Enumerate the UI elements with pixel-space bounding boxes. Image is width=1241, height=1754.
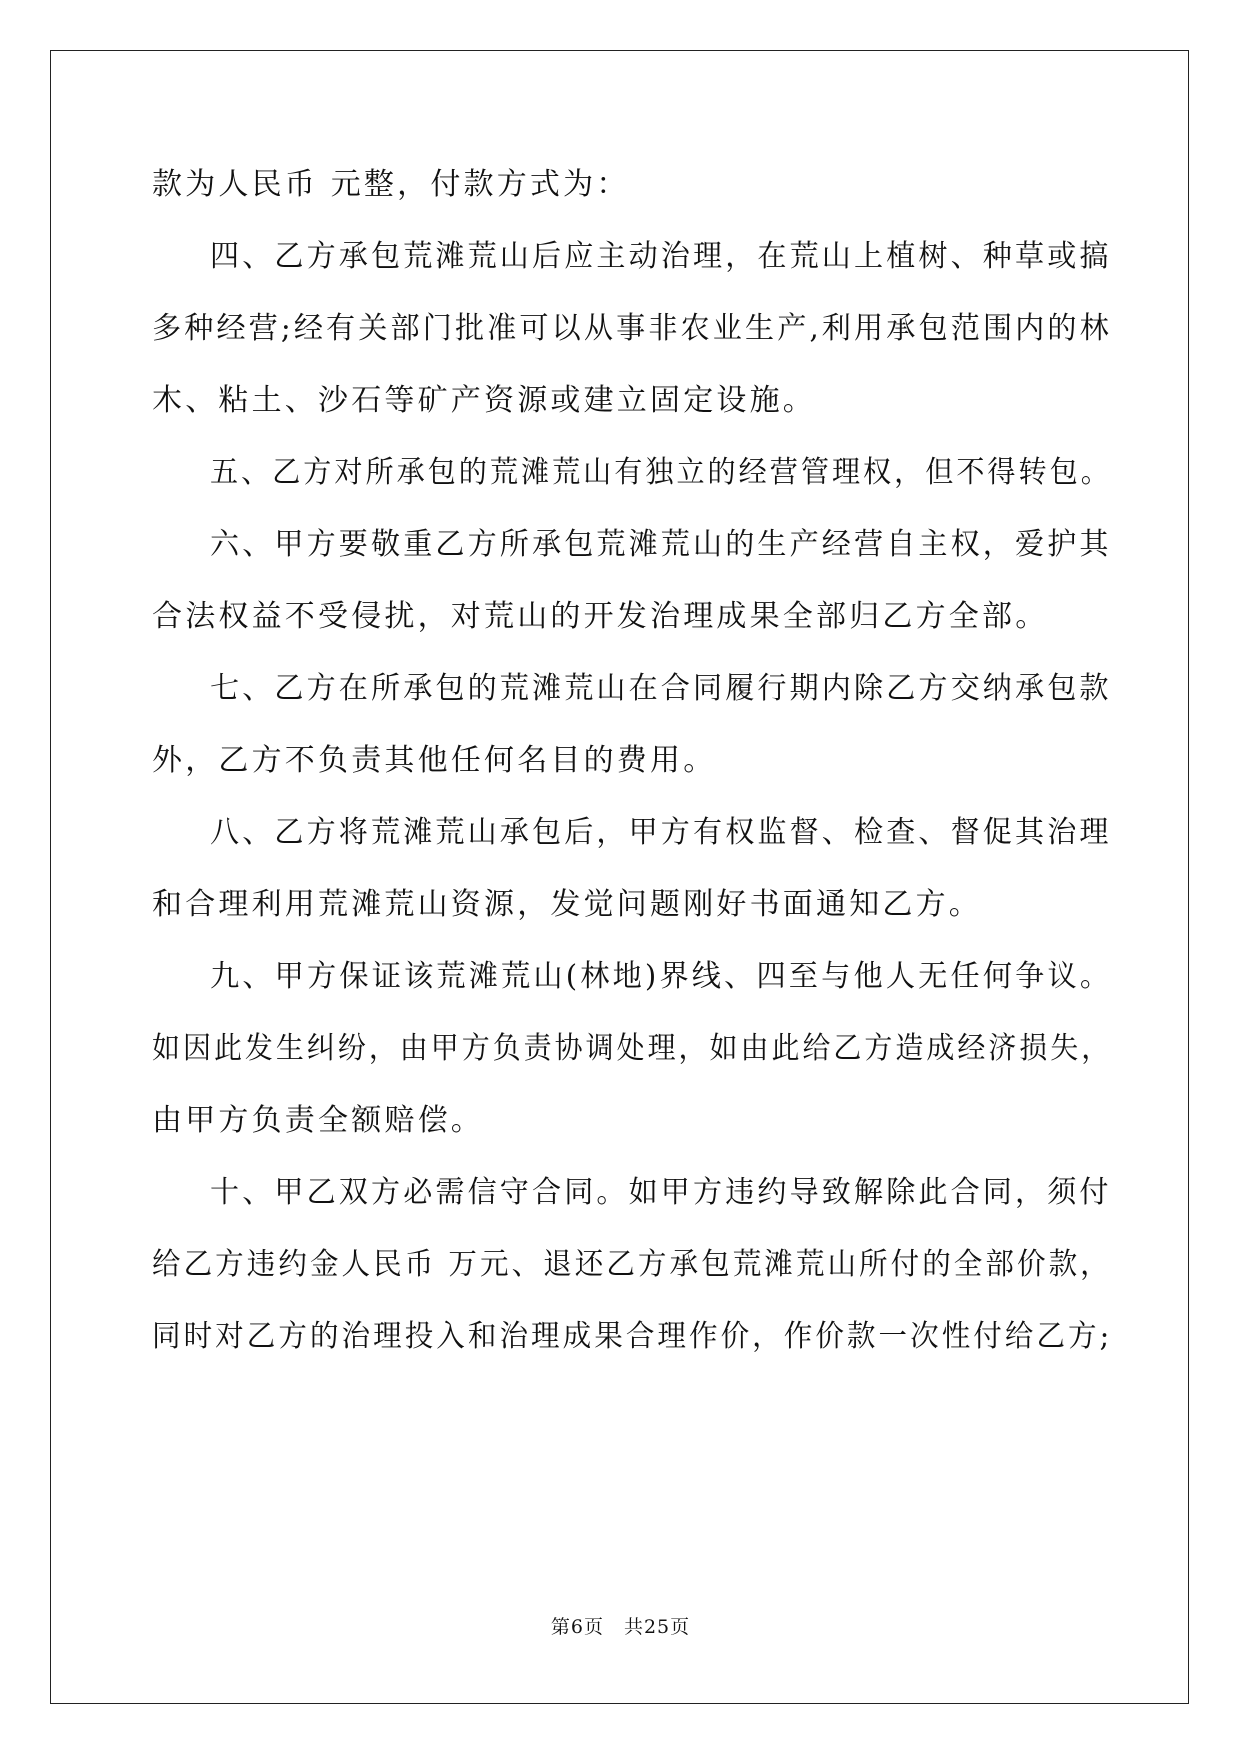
text-line-4: 木、粘土、沙石等矿产资源或建立固定设施。	[152, 383, 816, 418]
text-line-9: 外，乙方不负责其他任何名目的费用。	[152, 743, 717, 778]
text-line-7: 合法权益不受侵扰，对荒山的开发治理成果全部归乙方全部。	[152, 599, 1049, 634]
text-line-15: 十、甲乙双方必需信守合同。如甲方违约导致解除此合同，须付	[210, 1175, 1112, 1210]
text-line-3: 多种经营;经有关部门批准可以从事非农业生产,利用承包范围内的林	[152, 311, 1112, 346]
text-line-6: 六、甲方要敬重乙方所承包荒滩荒山的生产经营自主权，爱护其	[210, 527, 1112, 562]
text-line-13: 如因此发生纠纷，由甲方负责协调处理，如由此给乙方造成经济损失，	[152, 1031, 1113, 1066]
text-line-16: 给乙方违约金人民币 万元、退还乙方承包荒滩荒山所付的全部价款，	[152, 1247, 1112, 1282]
page-border	[50, 50, 1189, 1704]
text-line-12: 九、甲方保证该荒滩荒山(林地)界线、四至与他人无任何争议。	[210, 959, 1113, 994]
text-line-11: 和合理利用荒滩荒山资源，发觉问题刚好书面通知乙方。	[152, 887, 982, 922]
text-line-1: 款为人民币 元整，付款方式为：	[152, 167, 630, 202]
page-number: 第6页	[550, 1616, 604, 1638]
page-total: 共25页	[623, 1616, 691, 1638]
text-line-17: 同时对乙方的治理投入和治理成果合理作价，作价款一次性付给乙方;	[152, 1319, 1113, 1354]
text-line-10: 八、乙方将荒滩荒山承包后，甲方有权监督、检查、督促其治理	[210, 815, 1112, 850]
text-line-8: 七、乙方在所承包的荒滩荒山在合同履行期内除乙方交纳承包款	[210, 671, 1112, 706]
text-line-5: 五、乙方对所承包的荒滩荒山有独立的经营管理权，但不得转包。	[210, 455, 1112, 490]
text-line-2: 四、乙方承包荒滩荒山后应主动治理，在荒山上植树、种草或搞	[210, 239, 1112, 274]
text-line-14: 由甲方负责全额赔偿。	[152, 1103, 484, 1138]
page-footer	[0, 1612, 1241, 1639]
